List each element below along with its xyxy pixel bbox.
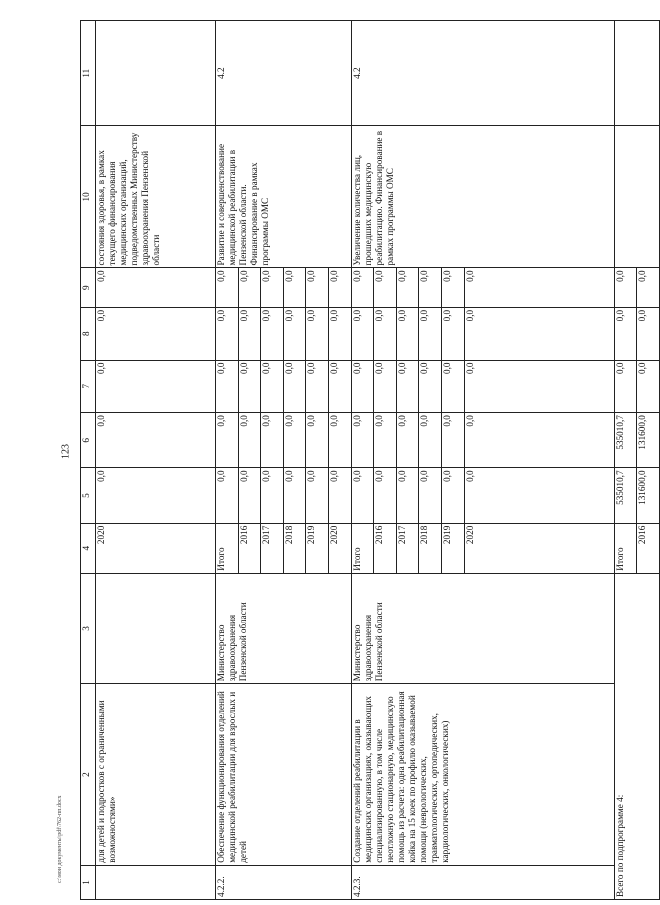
cell-value: 0,0 — [614, 307, 637, 360]
cell-value: 0,0 — [96, 268, 216, 307]
cell-value: 0,0 — [283, 468, 306, 523]
cell-value: 0,0 — [464, 413, 614, 468]
cell-year: 2020 — [329, 523, 352, 573]
cell-value: 0,0 — [464, 268, 614, 307]
cell-num — [96, 865, 216, 899]
cell-value: 0,0 — [216, 268, 239, 307]
cell-value: 0,0 — [374, 468, 397, 523]
cell-value: 0,0 — [283, 307, 306, 360]
cell-value: 0,0 — [261, 468, 284, 523]
cell-value: 0,0 — [374, 307, 397, 360]
cell-value: 0,0 — [419, 307, 442, 360]
cell-year: 2019 — [442, 523, 465, 573]
header-cell: 9 — [81, 268, 96, 307]
cell-value: 131600,0 — [637, 413, 660, 468]
cell-value: 0,0 — [614, 268, 637, 307]
cell-value: 0,0 — [637, 268, 660, 307]
cell-value: 0,0 — [464, 360, 614, 413]
cell-link — [96, 21, 216, 126]
cell-year: Итого — [351, 523, 374, 573]
cell-value: 535010,7 — [614, 413, 637, 468]
cell-total-label: Всего по подпрограмме 4: — [614, 573, 659, 899]
table-row — [96, 21, 216, 900]
cell-value: 0,0 — [238, 468, 261, 523]
cell-value: 0,0 — [238, 360, 261, 413]
header-cell: 8 — [81, 307, 96, 360]
cell-year: 2017 — [261, 523, 284, 573]
header-cell: 5 — [81, 468, 96, 523]
cell-value: 0,0 — [216, 468, 239, 523]
cell-name: для детей и подростков с ограниченными возможностями» — [96, 684, 216, 866]
cell-value: 0,0 — [442, 413, 465, 468]
cell-year: Итого — [216, 523, 239, 573]
cell-exec — [96, 573, 216, 684]
cell-value: 0,0 — [306, 360, 329, 413]
header-cell: 6 — [81, 413, 96, 468]
cell-value: 0,0 — [396, 468, 419, 523]
cell-value: 0,0 — [419, 268, 442, 307]
cell-value: 0,0 — [329, 413, 352, 468]
cell-value: 0,0 — [374, 268, 397, 307]
cell-value: 0,0 — [306, 468, 329, 523]
cell-value: 0,0 — [396, 268, 419, 307]
header-cell: 7 — [81, 360, 96, 413]
cell-value: 131600,0 — [637, 468, 660, 523]
cell-value: 0,0 — [96, 360, 216, 413]
cell-value: 0,0 — [442, 268, 465, 307]
header-cell: 2 — [81, 684, 96, 866]
header-cell: 11 — [81, 21, 96, 126]
cell-value: 0,0 — [329, 360, 352, 413]
table-row-total — [614, 21, 637, 900]
cell-value: 0,0 — [329, 307, 352, 360]
cell-value: 0,0 — [351, 468, 374, 523]
cell-value: 0,0 — [261, 360, 284, 413]
cell-value: 0,0 — [351, 360, 374, 413]
cell-value: 0,0 — [637, 307, 660, 360]
cell-value: 0,0 — [261, 268, 284, 307]
cell-value: 0,0 — [306, 268, 329, 307]
cell-value: 0,0 — [306, 413, 329, 468]
cell-value: 0,0 — [637, 360, 660, 413]
cell-result: Развитие и совершенствование медицинской реабилитации в Пензенской области. Финансирование в рамках программы ОМС — [216, 126, 352, 268]
cell-value: 0,0 — [464, 468, 614, 523]
cell-value: 0,0 — [238, 413, 261, 468]
cell-value: 0,0 — [374, 360, 397, 413]
header-cell: 10 — [81, 126, 96, 268]
cell-value: 0,0 — [464, 307, 614, 360]
cell-value: 0,0 — [96, 307, 216, 360]
cell-num: 4.2.3. — [351, 865, 614, 899]
cell-name: Создание отделений реабилитации в медицинских организациях, оказывающих специализированную, в том числе неотложную стационарную, медицинскую помощь из расчета: одна реабилитационная койка на 15 коек по профилю оказываемой помощи (неврологических, травматологических, ортопедических, кардиологических, онкологических) — [351, 684, 614, 866]
cell-value: 0,0 — [442, 468, 465, 523]
cell-year: 2016 — [637, 523, 660, 573]
cell-year: 2016 — [374, 523, 397, 573]
cell-value: 0,0 — [238, 307, 261, 360]
cell-year: 2019 — [306, 523, 329, 573]
cell-value: 0,0 — [216, 360, 239, 413]
cell-value: 0,0 — [396, 413, 419, 468]
page-number: 123 — [60, 444, 72, 459]
cell-value: 0,0 — [261, 413, 284, 468]
cell-value: 0,0 — [419, 468, 442, 523]
cell-value: 0,0 — [283, 413, 306, 468]
cell-value: 535010,7 — [614, 468, 637, 523]
cell-name: Обеспечение функционирования отделений медицинской реабилитации для взрослых и детей — [216, 684, 352, 866]
cell-value: 0,0 — [306, 307, 329, 360]
cell-year: 2020 — [96, 523, 216, 573]
cell-value: 0,0 — [442, 307, 465, 360]
cell-value: 0,0 — [216, 413, 239, 468]
cell-value: 0,0 — [442, 360, 465, 413]
cell-link: 4.2 — [351, 21, 614, 126]
rotated-table-wrapper — [80, 20, 660, 900]
cell-result: состояния здоровья, в рамках текущего финансирования медицинских организаций, подведомственных Министерству здравоохранения Пензенской области — [96, 126, 216, 268]
cell-result — [614, 126, 659, 268]
cell-year: 2018 — [419, 523, 442, 573]
cell-year: 2017 — [396, 523, 419, 573]
table-row — [351, 21, 374, 900]
cell-value: 0,0 — [96, 468, 216, 523]
cell-value: 0,0 — [396, 360, 419, 413]
cell-value: 0,0 — [96, 413, 216, 468]
cell-value: 0,0 — [216, 307, 239, 360]
cell-year: 2016 — [238, 523, 261, 573]
cell-result: Увеличение количества лиц, прошедших медицинскую реабилитацию. Финансирование в рамках программы ОМС — [351, 126, 614, 268]
cell-value: 0,0 — [329, 468, 352, 523]
cell-value: 0,0 — [351, 413, 374, 468]
cell-year: 2018 — [283, 523, 306, 573]
header-row — [81, 21, 96, 900]
cell-value: 0,0 — [419, 360, 442, 413]
cell-year: Итого — [614, 523, 637, 573]
table-row — [216, 21, 239, 900]
cell-value: 0,0 — [351, 307, 374, 360]
cell-value: 0,0 — [261, 307, 284, 360]
file-path-footer: c:\мои документы\pdf\762-пп.docx — [57, 795, 63, 883]
cell-year: 2020 — [464, 523, 614, 573]
cell-value: 0,0 — [351, 268, 374, 307]
header-cell: 3 — [81, 573, 96, 684]
cell-value: 0,0 — [283, 360, 306, 413]
cell-exec: Министерство здравоохранения Пензенской области — [351, 573, 614, 684]
header-cell: 1 — [81, 865, 96, 899]
header-cell: 4 — [81, 523, 96, 573]
cell-value: 0,0 — [238, 268, 261, 307]
cell-exec: Министерство здравоохранения Пензенской области — [216, 573, 352, 684]
cell-value: 0,0 — [614, 360, 637, 413]
program-table — [80, 20, 660, 900]
cell-value: 0,0 — [396, 307, 419, 360]
cell-link: 4.2 — [216, 21, 352, 126]
cell-value: 0,0 — [419, 413, 442, 468]
cell-value: 0,0 — [283, 268, 306, 307]
cell-num: 4.2.2. — [216, 865, 352, 899]
cell-value: 0,0 — [329, 268, 352, 307]
cell-link — [614, 21, 659, 126]
cell-value: 0,0 — [374, 413, 397, 468]
